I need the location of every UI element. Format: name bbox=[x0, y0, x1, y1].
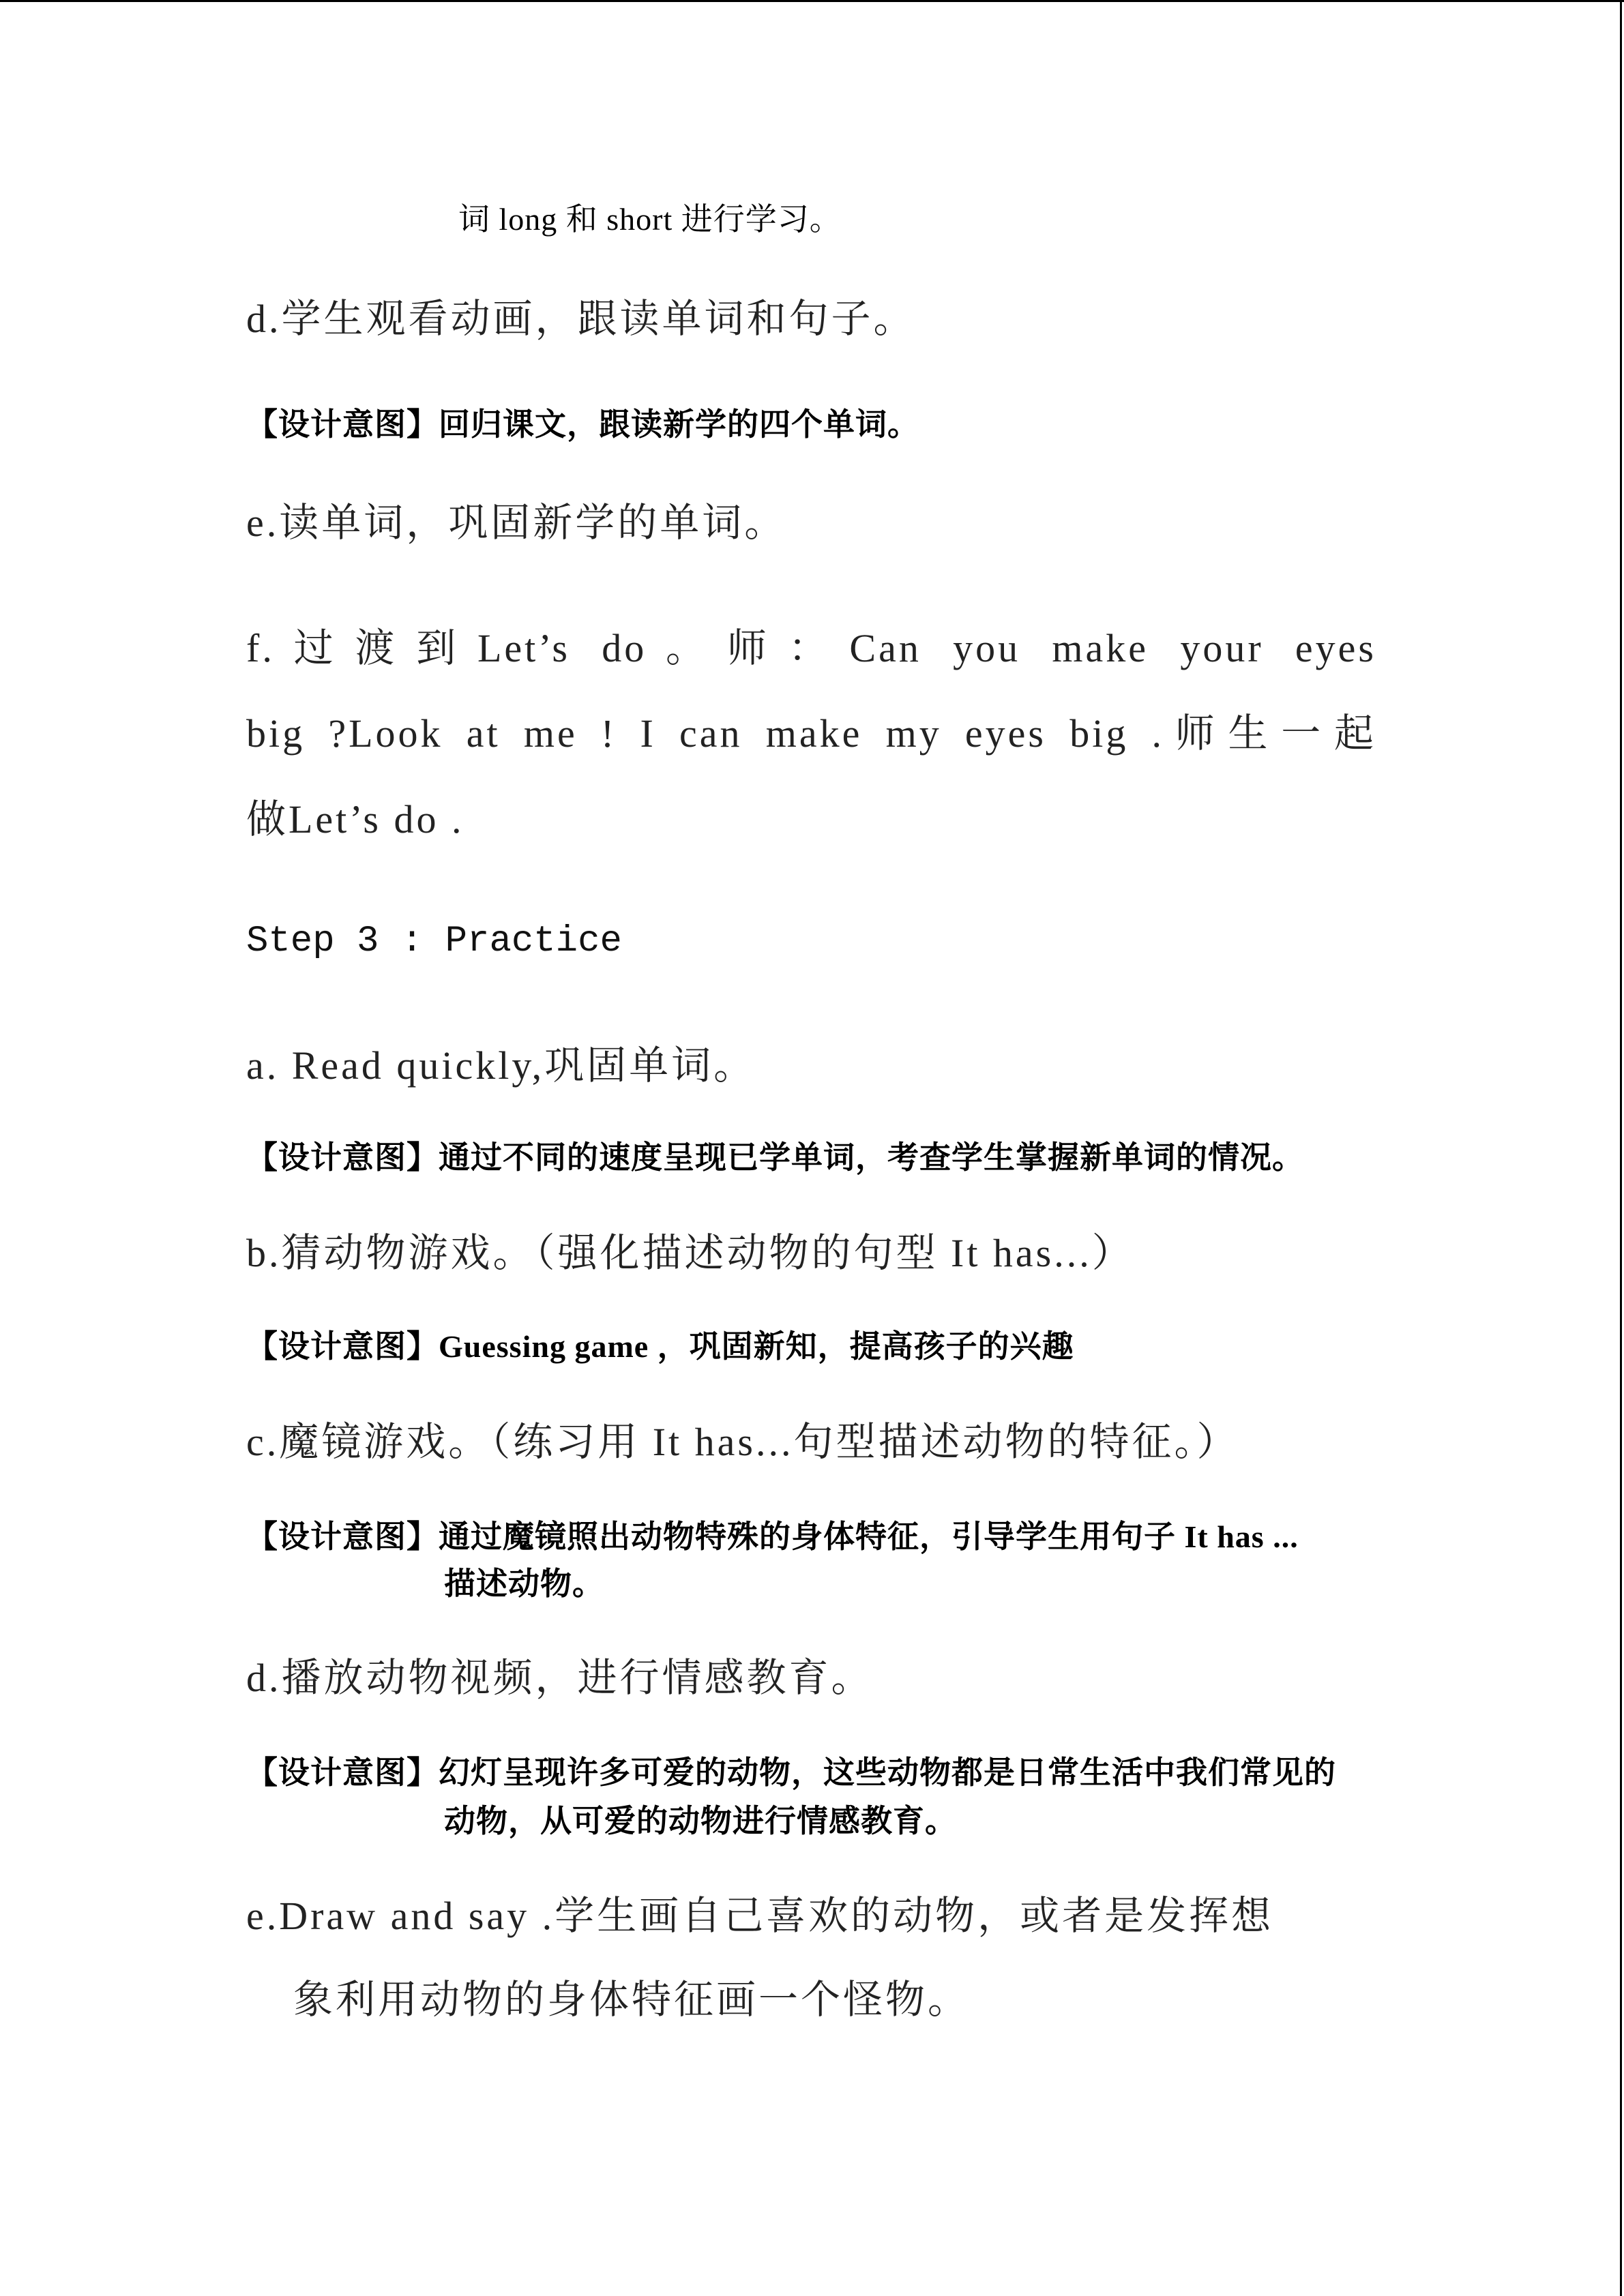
step3-item-d-design-intent-continuation: 动物，从可爱的动物进行情感教育。 bbox=[444, 1804, 957, 1838]
step3-item-d: d.播放动物视频，进行情感教育。 bbox=[246, 1656, 874, 1700]
step3-item-a-design-intent: 【设计意图】通过不同的速度呈现已学单词，考查学生掌握新单词的情况。 bbox=[246, 1140, 1304, 1175]
step3-item-e-line-1: e.Draw and say .学生画自己喜欢的动物，或者是发挥想 bbox=[246, 1894, 1274, 1938]
step3-heading: Step 3 : Practice bbox=[246, 921, 622, 962]
design-intent-continuation: 词 long 和 short 进行学习。 bbox=[458, 202, 842, 237]
step3-item-e-line-2: 象利用动物的身体特征画一个怪物。 bbox=[293, 1978, 971, 2022]
step3-item-c-design-intent: 【设计意图】通过魔镜照出动物特殊的身体特征，引导学生用句子 It has ... bbox=[246, 1519, 1299, 1554]
step3-item-c: c.魔镜游戏。（练习用 It has...句型描述动物的特征。） bbox=[246, 1420, 1239, 1464]
step2-item-e: e.读单词，巩固新学的单词。 bbox=[246, 501, 787, 545]
page-border-right bbox=[1620, 0, 1622, 2296]
step3-item-b: b.猜动物游戏。（强化描述动物的句型 It has...） bbox=[246, 1231, 1134, 1275]
step2-item-f-line-3: 做Let’s do . bbox=[246, 797, 464, 841]
step2-item-d-design-intent: 【设计意图】回归课文，跟读新学的四个单词。 bbox=[246, 407, 919, 442]
step2-item-f-line-1: f.过渡到Let’s do。师：Can you make your eyes bbox=[246, 626, 1376, 670]
page-border-top bbox=[0, 0, 1624, 2]
step3-item-a: a. Read quickly,巩固单词。 bbox=[246, 1043, 756, 1088]
step3-item-d-design-intent: 【设计意图】幻灯呈现许多可爱的动物，这些动物都是日常生活中我们常见的 bbox=[246, 1755, 1336, 1790]
step2-item-f-line-2: big ?Look at me ! I can make my eyes big .师生一起 bbox=[246, 711, 1376, 756]
step2-item-d: d.学生观看动画，跟读单词和句子。 bbox=[246, 297, 916, 341]
step3-item-c-design-intent-continuation: 描述动物。 bbox=[444, 1566, 604, 1601]
step3-item-b-design-intent: 【设计意图】Guessing game ，巩固新知，提高孩子的兴趣 bbox=[246, 1329, 1074, 1364]
